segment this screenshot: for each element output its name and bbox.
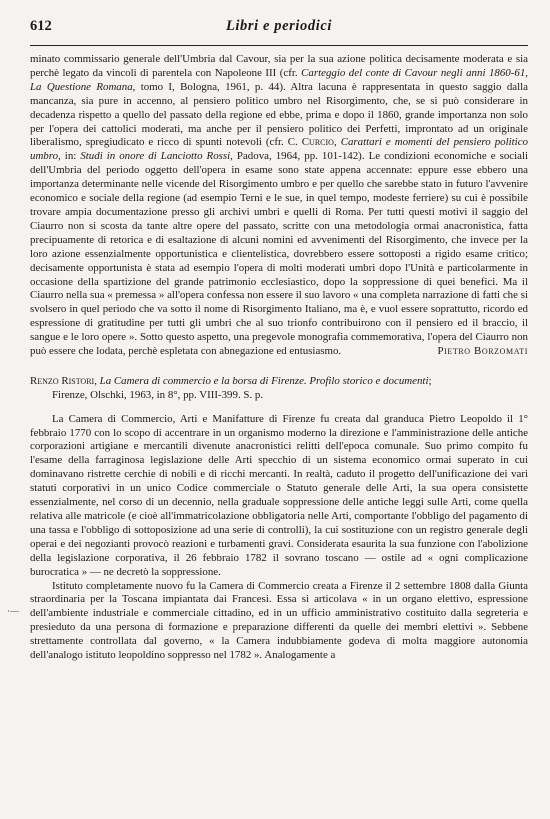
review-2-heading: Renzo Ristori, La Camera di commercio e la borsa di Firenze. Profilo storico e documenti; Firenze, Olschki, 1963, in 8°, pp. VIII-399. S. p. bbox=[30, 375, 528, 403]
page-number: 612 bbox=[30, 18, 52, 34]
review-1-citation-title: Studi in onore di Lanciotto Rossi bbox=[80, 150, 231, 163]
review-2-paragraph-1: La Camera di Commercio, Arti e Manifatture di Firenze fu creata dal granduca Pietro Leopoldo il 1° febbraio 1770 con lo scopo di accentrare in un organismo moderno la direzione e l'amministrazione delle antiche corporazioni artigiane e mercantili divenute anacronistici relitti dell'epoca comunale. Suo primo compito fu l'esame della farraginosa legislazione delle Arti specchio di un sistema economico ormai superato in cui dominavano ristrette cerchie di nobili e di ricchi mercanti. In realtà, caduto il progetto dell'unificazione dei vari statuti corporativi in un unico Codice commerciale o Statuto generale delle Arti, la sua opera consistette essenzialmente, nel corso di un decennio, nella graduale soppressione delle antiche leggi sulle Arti, come quella relativa alle matricole (e cioè all'immatricolazione obbligatoria nelle Arti, comportante l'obbligo del pagamento di una tassa e l'obbligo di sottoposizione ad una serie di controlli), la cui sostituzione con un registro generale degli operai e dei negozianti provocò reazioni e turbamenti gravi. Considerata esaurita la sua funzione con l'abolizione della legislazione corporativa, il 26 febbraio 1782 il sovrano toscano — ostile ad « ogni complicazione burocratica » — ne decretò la soppressione. bbox=[30, 412, 528, 578]
review-2-paragraph-2: Istituto completamente nuovo fu la Camera di Commercio creata a Firenze il 2 settembre 1808 dalla Giunta straordinaria per la Toscana impiantata dai Francesi. Essa si articolava « in un organo elettivo, espressione dell'ambiente industriale e commerciale cittadino, ed in un ufficio amministrativo costituito dalla segreteria e presieduto da una persona di formazione e preparazione differenti da quelle dei membri elettivi ». Sebbene strettamente controllata dal governo, « la Camera indubbiamente godeva di molta maggiore autonomia dell'analogo istituto leopoldino soppresso nel 1782 ». Analogamente a bbox=[30, 579, 528, 662]
review-2-title: La Camera di commercio e la borsa di Firenze. Profilo storico e documenti bbox=[99, 374, 429, 387]
header-rule bbox=[30, 45, 528, 46]
review-1-text-part: , bbox=[333, 136, 341, 149]
review-2-author: Renzo Ristori bbox=[30, 374, 95, 387]
review-1-text bbox=[30, 53, 528, 359]
review-1-text-part: , Padova, 1964, pp. 101-142). Le condizioni economiche e sociali dell'Umbria del periodo oggetto dell'opera in esame sono state appena accennate: eppure esse ebbero una importanza determinante nelle vicende del Risorgimento umbro e per quello che sarebbe stato in futuro l'avvenire economico e sociale della regione (ad esempio Terni e le sue, in quel tempo, modeste ferriere) su cui è possibile trovare ampia documentazione presso gli archivi umbri e quelli di Roma. Per tutti questi motivi il saggio del Ciaurro non si scosta da tante altre opere del passato, scritte con una metodologia ormai anacronistica, fatta precipuamente di retorica e di esaltazione di alcuni nomini ed avvenimenti del Risorgimento, che invece per la loro azione essenzialmente opportunistica e clientelistica, dovrebbero essere sottoposti a rigido esame critico; decisamente opportunista è stata ad esempio l'opera di molti moderati umbri dopo l'Unità e particolarmente in occasione della spartizione del grande patrimonio ecclesiastico, dopo la soppressione di quei benefici. Ma il Ciaurro nella sua « premessa » all'opera confessa non essere il suo lavoro « una completa narrazione di fatti che si svolsero in quel periodo che va sotto il nome di Risorgimento Italiano, ma è, e vuol essere soprattutto, ricordo ed espressione di gratitudine per tutti gli umbri che al suo trionfo contribuirono con il pensiero ed il braccio, il sangue e le loro opere ». Sotto questo aspetto, una pregevole monografia commemorativa, l'opera del Ciaurro non può essere che lodata, perchè espletata con abnegazione ed entusiasmo. bbox=[30, 150, 529, 358]
margin-mark: ·— bbox=[7, 606, 19, 616]
review-1-citation-title: Carattari e momenti del pensiero politico umbro bbox=[30, 136, 528, 163]
review-1-text-part: minato commissario generale dell'Umbria dal Cavour, sia per la sua azione politica decisamente moderata e sia perchè legato da vincoli di parentela con Napoleone III (cfr. bbox=[30, 53, 528, 79]
review-2-publication: Firenze, Olschki, 1963, in 8°, pp. VIII-399. S. p. bbox=[52, 388, 264, 401]
review-1-citation-title: Carteggio del conte di Cavour negli anni 1860-61, La Questione Romana bbox=[30, 66, 528, 93]
page-header bbox=[30, 10, 528, 32]
review-1-signature: Pietro Borzomati bbox=[437, 344, 528, 357]
page-body bbox=[30, 53, 528, 663]
review-1-cited-author: Curcio bbox=[301, 136, 334, 149]
review-1-text-part: , tomo I, Bologna, 1961, p. 44). Altra lacuna è rappresentata in questo saggio dalla mancanza, sia pure in accenno, al pensiero politico umbro nel Risorgimento, che, se si può considerare in decadenza rispetto a quello del passato della regione ed ebbe, prima e dopo il 1860, grande importanza non solo per l'opera dei cattolici moderati, ma anche per il pensiero politico dei Perfetti, improntato ad un originale liberalismo, spregiudicato e ricco di spunti notevoli (cfr. C. bbox=[30, 80, 528, 149]
review-1-text-part: , in: bbox=[58, 150, 81, 163]
running-head: Libri e periodici bbox=[225, 18, 333, 34]
